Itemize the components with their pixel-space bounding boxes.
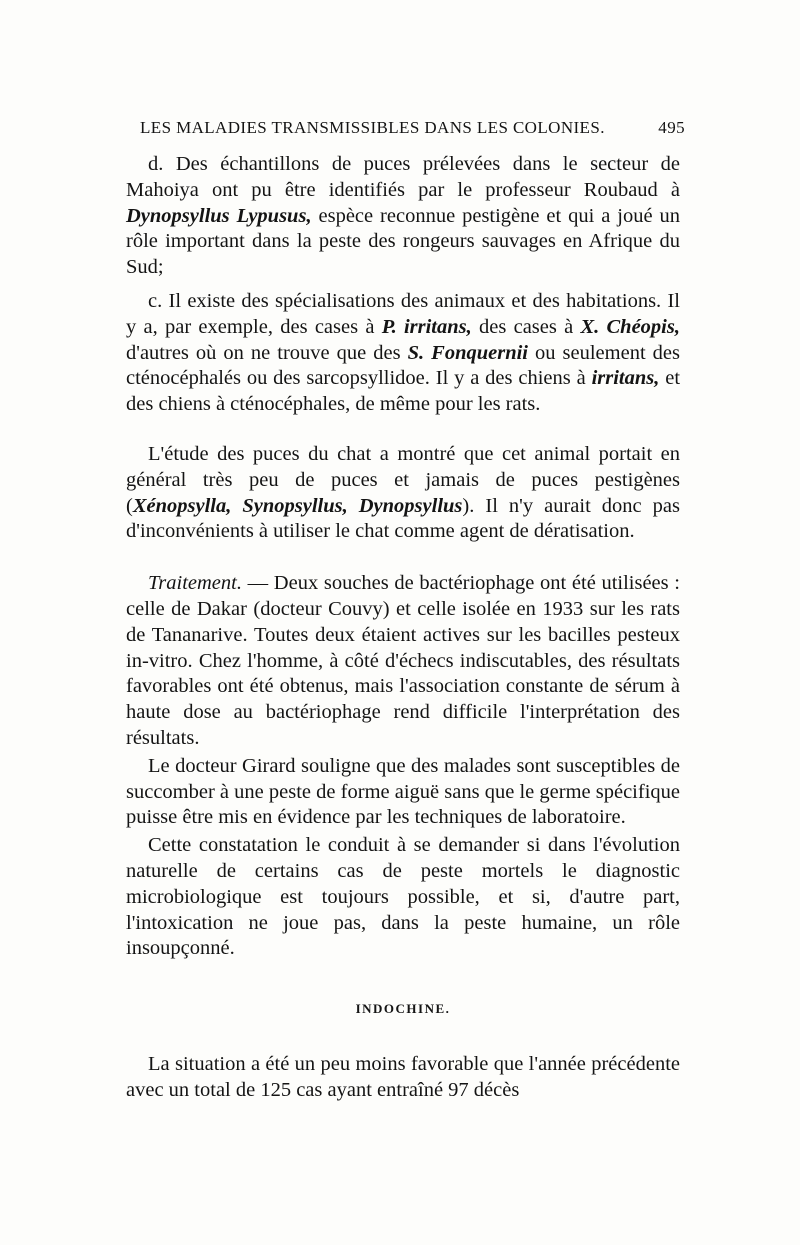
- section-heading: INDOCHINE.: [355, 1001, 451, 1017]
- paragraph-chat-text-2: ). Il n'y aurait donc pas d'inconvénients à utiliser le chat comme agent de dératisation.: [126, 494, 680, 543]
- paragraph-traitement: [126, 571, 680, 752]
- species-name: X. Chéopis,: [580, 315, 680, 338]
- paragraph-d-lead: d. Des échantillons de puces prélevées dans le secteur de Mahoiya ont pu être identifiés par le professeur Roubaud à: [126, 153, 680, 201]
- species-name: S. Fonquernii: [407, 341, 529, 364]
- paragraph-c-text-3: d'autres où on ne trouve que des: [126, 341, 408, 364]
- species-name: Dynopsyllus Lypusus,: [126, 204, 312, 227]
- paragraph-c-text-4: ou seulement des cténocéphalés ou des sarcopsyllidoe. Il y a des chiens à: [126, 341, 680, 390]
- paragraph-constatation: Cette constatation le conduit à se demander si dans l'évolution naturelle de certains cas de peste mortels le diagnostic microbiologique est toujours possible, et si, d'autre part, l'intoxication ne joue pas, dans la peste humaine, un rôle insoupçonné.: [126, 834, 680, 960]
- page-number: 495: [658, 118, 685, 137]
- paragraph-d: [126, 152, 680, 281]
- run-in-heading: Traitement.: [148, 572, 242, 595]
- paragraph-chat-text-1: L'étude des puces du chat a montré que cet animal portait en général très peu de puces et jamais de puces pestigènes (: [126, 442, 680, 517]
- running-header-title: LES MALADIES TRANSMISSIBLES DANS LES COLONIES.: [140, 118, 605, 137]
- species-list: Xénopsylla, Synopsyllus, Dynopsyllus: [132, 494, 463, 517]
- paragraph-c-text-5: et des chiens à cténocéphales, de même pour les rats.: [126, 367, 681, 416]
- body-text: [126, 152, 680, 1104]
- species-name: P. irritans,: [381, 315, 472, 338]
- species-name: irritans,: [591, 367, 660, 390]
- paragraph-c-text-2: des cases à: [471, 315, 581, 338]
- paragraph-c: [126, 289, 680, 418]
- paragraph-indochine: La situation a été un peu moins favorable que l'année précédente avec un total de 125 cas ayant entraîné 97 décès: [126, 1052, 680, 1101]
- paragraph-c-text-1: c. Il existe des spécialisations des animaux et des habitations. Il y a, par exemple, des cases à: [126, 289, 680, 338]
- paragraph-d-tail: espèce reconnue pestigène et qui a joué un rôle important dans la peste des rongeurs sauvages en Afrique du Sud;: [126, 204, 680, 279]
- paragraph-chat: [126, 442, 680, 545]
- paragraph-girard: Le docteur Girard souligne que des malades sont susceptibles de succomber à une peste de forme aiguë sans que le germe spécifique puisse être mis en évidence par les techniques de laboratoire.: [126, 754, 680, 829]
- paragraph-traitement-text: — Deux souches de bactériophage ont été utilisées : celle de Dakar (docteur Couvy) et celle isolée en 1933 sur les rats de Tananarive. Toutes deux étaient actives sur les bacilles pesteux in-vitro. Chez l'homme, à côté d'échecs indiscutables, des résultats favorables ont été obtenus, mais l'association constante de sérum à haute dose au bactériophage rend difficile l'interprétation des résultats.: [126, 572, 680, 749]
- running-header: [140, 118, 685, 144]
